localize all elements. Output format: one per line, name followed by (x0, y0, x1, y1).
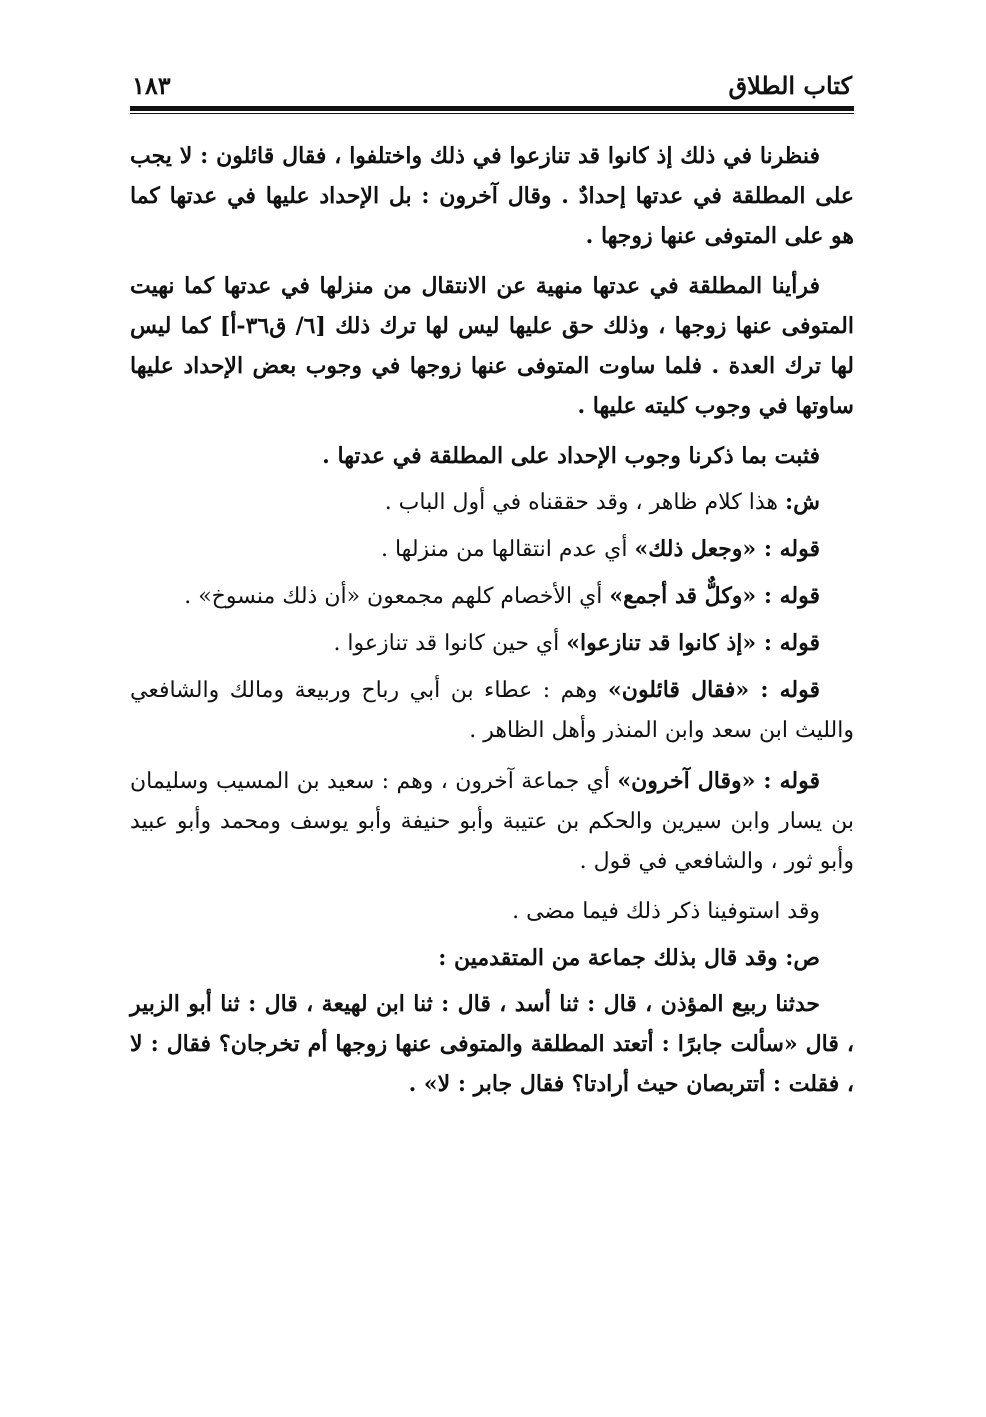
paragraph-4-lead: ش: (785, 489, 820, 515)
header-rule-thick (130, 106, 854, 111)
paragraph-7-lead: قوله : «إذ كانوا قد تنازعوا» (566, 630, 820, 656)
paragraph-4 (130, 482, 854, 523)
paragraph-8-text: وهم : عطاء بن أبي رباح وربيعة ومالك والشافعي والليث ابن سعد وابن المنذر وأهل الظاهر . (130, 678, 854, 743)
paragraph-4-text: هذا كلام ظاهر ، وقد حققناه في أول الباب . (384, 490, 786, 515)
paragraph-1: فنظرنا في ذلك إذ كانوا قد تنازعوا في ذلك واختلفوا ، فقال قائلون : لا يجب على المطلقة في عدتها إحدادٌ . وقال آخرون : بل الإحداد عليها في عدتها كما هو على المتوفى عنها زوجها . (130, 143, 854, 249)
paragraph-6 (130, 576, 854, 617)
paragraph-6-text: أي الأخصام كلهم مجمعون «أن ذلك منسوخ» . (184, 584, 610, 609)
page-body (130, 136, 854, 1104)
paragraph-9-lead: قوله : «وقال آخرون» (617, 768, 820, 794)
header-rule-thin (130, 113, 854, 114)
paragraph-5-text: أي عدم انتقالها من منزلها . (380, 537, 635, 562)
paragraph-3: فثبت بما ذكرنا وجوب الإحداد على المطلقة في عدتها . (322, 443, 820, 469)
paragraph-9 (130, 761, 854, 882)
paragraph-10: وقد استوفينا ذكر ذلك فيما مضى . (512, 899, 820, 924)
paragraph-11: ص: وقد قال بذلك جماعة من المتقدمين : (438, 945, 820, 971)
paragraph-5 (130, 529, 854, 570)
paragraph-2: فرأينا المطلقة في عدتها منهية عن الانتقال من منزلها في عدتها كما نهيت المتوفى عنها زوجها ، وذلك حق عليها ليس لها ترك ذلك [٦/ ق٣٦-أ] كما ليس لها ترك العدة . فلما ساوت المتوفى عنها زوجها في وجوب بعض الإحداد عليها ساوتها في وجوب كليته عليها . (130, 273, 854, 419)
page-number: ١٨٣ (132, 71, 171, 100)
page-header (130, 60, 854, 104)
paragraph-6-lead: قوله : «وكلٌّ قد أجمع» (609, 583, 820, 609)
paragraph-7-text: أي حين كانوا قد تنازعوا . (333, 631, 567, 656)
paragraph-8-lead: قوله : «فقال قائلون» (608, 677, 820, 703)
paragraph-5-lead: قوله : «وجعل ذلك» (634, 536, 820, 562)
book-page (130, 60, 854, 1114)
paragraph-9-text: أي جماعة آخرون ، وهم : سعيد بن المسيب وسليمان بن يسار وابن سيرين والحكم بن عتيبة وأبو حنيفة وأبو يوسف ومحمد وأبو عبيد وأبو ثور ، والشافعي في قول . (130, 769, 854, 874)
paragraph-8 (130, 670, 854, 751)
running-title: كتاب الطلاق (728, 71, 852, 100)
paragraph-7 (130, 623, 854, 664)
paragraph-12: حدثنا ربيع المؤذن ، قال : ثنا أسد ، قال : ثنا ابن لهيعة ، قال : ثنا أبو الزبير ، قال «سألت جابرًا : أتعتد المطلقة والمتوفى عنها زوجها أم تخرجان؟ فقال : لا ، فقلت : أتتربصان حيث أرادتا؟ فقال جابر : لا» . (130, 991, 854, 1097)
